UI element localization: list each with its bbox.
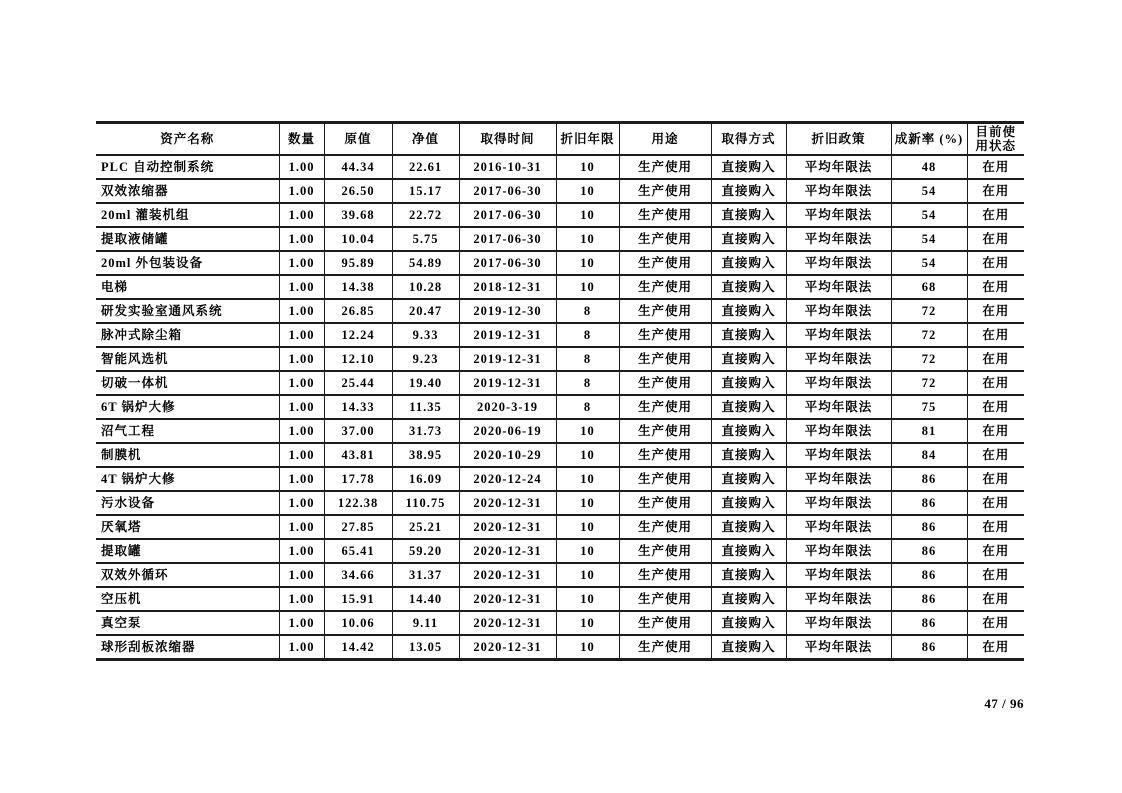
cell: 2020-12-24	[459, 467, 556, 491]
cell: 生产使用	[619, 635, 711, 660]
cell: 10	[556, 155, 619, 179]
cell: 平均年限法	[786, 323, 891, 347]
cell: 1.00	[279, 491, 324, 515]
cell: 2020-12-31	[459, 491, 556, 515]
table-row	[96, 587, 1024, 611]
cell: 双效外循环	[96, 563, 279, 587]
cell: 44.34	[324, 155, 392, 179]
cell: 平均年限法	[786, 443, 891, 467]
cell: 平均年限法	[786, 467, 891, 491]
cell: 10	[556, 539, 619, 563]
table-row	[96, 467, 1024, 491]
cell: 生产使用	[619, 203, 711, 227]
cell: 直接购入	[711, 443, 786, 467]
cell: 1.00	[279, 251, 324, 275]
table-row	[96, 419, 1024, 443]
cell: 10	[556, 179, 619, 203]
cell: 在用	[967, 347, 1024, 371]
cell: 直接购入	[711, 467, 786, 491]
cell: 直接购入	[711, 587, 786, 611]
cell: 86	[891, 467, 967, 491]
col-current-status: 目前使用状态	[967, 123, 1024, 156]
cell: 生产使用	[619, 155, 711, 179]
col-depreciation-years: 折旧年限	[556, 123, 619, 156]
cell: 10	[556, 419, 619, 443]
cell: 15.17	[392, 179, 459, 203]
cell: 直接购入	[711, 491, 786, 515]
cell: 生产使用	[619, 371, 711, 395]
cell: 平均年限法	[786, 347, 891, 371]
cell: 直接购入	[711, 539, 786, 563]
cell: 2017-06-30	[459, 203, 556, 227]
cell: 38.95	[392, 443, 459, 467]
cell: 在用	[967, 419, 1024, 443]
table-row	[96, 371, 1024, 395]
cell: 10.28	[392, 275, 459, 299]
cell: 在用	[967, 275, 1024, 299]
cell: 1.00	[279, 371, 324, 395]
cell: 10	[556, 611, 619, 635]
cell: 在用	[967, 251, 1024, 275]
cell: 54	[891, 227, 967, 251]
cell: 86	[891, 539, 967, 563]
cell: 86	[891, 635, 967, 660]
cell: 2020-12-31	[459, 563, 556, 587]
table-row	[96, 179, 1024, 203]
table-row	[96, 611, 1024, 635]
cell: 智能风选机	[96, 347, 279, 371]
cell: 直接购入	[711, 323, 786, 347]
table-row	[96, 515, 1024, 539]
cell: 生产使用	[619, 323, 711, 347]
cell: 在用	[967, 203, 1024, 227]
cell: 31.37	[392, 563, 459, 587]
cell: 27.85	[324, 515, 392, 539]
cell: 26.50	[324, 179, 392, 203]
cell: 72	[891, 347, 967, 371]
col-net-value: 净值	[392, 123, 459, 156]
cell: 2020-12-31	[459, 539, 556, 563]
col-asset-name: 资产名称	[96, 123, 279, 156]
col-usage: 用途	[619, 123, 711, 156]
cell: 2019-12-30	[459, 299, 556, 323]
cell: 31.73	[392, 419, 459, 443]
cell: 平均年限法	[786, 635, 891, 660]
cell: 1.00	[279, 227, 324, 251]
cell: 平均年限法	[786, 179, 891, 203]
cell: 平均年限法	[786, 539, 891, 563]
cell: 86	[891, 515, 967, 539]
table-row	[96, 299, 1024, 323]
cell: 86	[891, 587, 967, 611]
cell: 球形刮板浓缩器	[96, 635, 279, 660]
cell: 在用	[967, 539, 1024, 563]
table-row	[96, 491, 1024, 515]
cell: 1.00	[279, 179, 324, 203]
cell: 生产使用	[619, 587, 711, 611]
cell: 10	[556, 467, 619, 491]
cell: 2020-3-19	[459, 395, 556, 419]
table-row	[96, 251, 1024, 275]
cell: 在用	[967, 467, 1024, 491]
cell: 10	[556, 635, 619, 660]
cell: 25.21	[392, 515, 459, 539]
table-row	[96, 227, 1024, 251]
cell: 59.20	[392, 539, 459, 563]
cell: 在用	[967, 635, 1024, 660]
cell: 2020-10-29	[459, 443, 556, 467]
cell: 直接购入	[711, 395, 786, 419]
cell: 脉冲式除尘箱	[96, 323, 279, 347]
cell: 2016-10-31	[459, 155, 556, 179]
cell: 10	[556, 251, 619, 275]
cell: 生产使用	[619, 299, 711, 323]
cell: 2019-12-31	[459, 371, 556, 395]
cell: 1.00	[279, 539, 324, 563]
cell: 8	[556, 323, 619, 347]
cell: 8	[556, 299, 619, 323]
cell: 电梯	[96, 275, 279, 299]
table-row	[96, 635, 1024, 660]
cell: 2019-12-31	[459, 323, 556, 347]
cell: 43.81	[324, 443, 392, 467]
cell: 在用	[967, 515, 1024, 539]
cell: 10	[556, 443, 619, 467]
cell: 1.00	[279, 347, 324, 371]
cell: 1.00	[279, 203, 324, 227]
cell: 提取液储罐	[96, 227, 279, 251]
cell: 110.75	[392, 491, 459, 515]
table-row	[96, 275, 1024, 299]
cell: 生产使用	[619, 419, 711, 443]
cell: 8	[556, 371, 619, 395]
cell: 平均年限法	[786, 491, 891, 515]
cell: 10	[556, 203, 619, 227]
cell: 20ml 外包装设备	[96, 251, 279, 275]
cell: 22.72	[392, 203, 459, 227]
cell: 2017-06-30	[459, 251, 556, 275]
table-row	[96, 395, 1024, 419]
cell: 14.40	[392, 587, 459, 611]
cell: 86	[891, 611, 967, 635]
cell: 2020-12-31	[459, 515, 556, 539]
col-acquire-method: 取得方式	[711, 123, 786, 156]
cell: 1.00	[279, 467, 324, 491]
cell: 26.85	[324, 299, 392, 323]
cell: 12.10	[324, 347, 392, 371]
cell: 1.00	[279, 611, 324, 635]
cell: 直接购入	[711, 155, 786, 179]
cell: 75	[891, 395, 967, 419]
cell: 13.05	[392, 635, 459, 660]
cell: 1.00	[279, 443, 324, 467]
cell: 20ml 灌装机组	[96, 203, 279, 227]
cell: 9.23	[392, 347, 459, 371]
table-row	[96, 155, 1024, 179]
cell: 1.00	[279, 563, 324, 587]
cell: 1.00	[279, 323, 324, 347]
cell: 制膜机	[96, 443, 279, 467]
cell: 平均年限法	[786, 611, 891, 635]
cell: 在用	[967, 443, 1024, 467]
cell: 生产使用	[619, 227, 711, 251]
cell: 平均年限法	[786, 275, 891, 299]
table-row	[96, 323, 1024, 347]
cell: 34.66	[324, 563, 392, 587]
cell: 14.42	[324, 635, 392, 660]
cell: 8	[556, 347, 619, 371]
cell: 直接购入	[711, 275, 786, 299]
cell: 直接购入	[711, 251, 786, 275]
cell: 在用	[967, 395, 1024, 419]
cell: 95.89	[324, 251, 392, 275]
cell: 直接购入	[711, 611, 786, 635]
cell: 在用	[967, 227, 1024, 251]
cell: 1.00	[279, 275, 324, 299]
asset-table	[96, 121, 1024, 661]
cell: 37.00	[324, 419, 392, 443]
cell: 10.04	[324, 227, 392, 251]
cell: 生产使用	[619, 395, 711, 419]
cell: 生产使用	[619, 491, 711, 515]
table-row	[96, 443, 1024, 467]
cell: 12.24	[324, 323, 392, 347]
cell: 生产使用	[619, 467, 711, 491]
cell: 48	[891, 155, 967, 179]
cell: 1.00	[279, 395, 324, 419]
cell: 68	[891, 275, 967, 299]
page-number: 47 / 96	[984, 696, 1024, 711]
cell: 72	[891, 299, 967, 323]
cell: 在用	[967, 179, 1024, 203]
cell: 2017-06-30	[459, 179, 556, 203]
cell: 2020-12-31	[459, 611, 556, 635]
cell: 10	[556, 491, 619, 515]
cell: 平均年限法	[786, 227, 891, 251]
cell: 直接购入	[711, 203, 786, 227]
cell: 平均年限法	[786, 203, 891, 227]
cell: 平均年限法	[786, 395, 891, 419]
cell: 双效浓缩器	[96, 179, 279, 203]
cell: 在用	[967, 155, 1024, 179]
cell: 122.38	[324, 491, 392, 515]
cell: 16.09	[392, 467, 459, 491]
cell: 平均年限法	[786, 251, 891, 275]
cell: 直接购入	[711, 347, 786, 371]
col-newness-rate: 成新率 (%)	[891, 123, 967, 156]
cell: 10	[556, 227, 619, 251]
cell: 10.06	[324, 611, 392, 635]
cell: 1.00	[279, 419, 324, 443]
cell: 6T 锅炉大修	[96, 395, 279, 419]
cell: 生产使用	[619, 443, 711, 467]
cell: 4T 锅炉大修	[96, 467, 279, 491]
cell: 81	[891, 419, 967, 443]
cell: PLC 自动控制系统	[96, 155, 279, 179]
cell: 84	[891, 443, 967, 467]
cell: 切破一体机	[96, 371, 279, 395]
cell: 直接购入	[711, 419, 786, 443]
cell: 1.00	[279, 635, 324, 660]
cell: 2019-12-31	[459, 347, 556, 371]
cell: 10	[556, 515, 619, 539]
table-row	[96, 539, 1024, 563]
cell: 生产使用	[619, 179, 711, 203]
cell: 5.75	[392, 227, 459, 251]
cell: 65.41	[324, 539, 392, 563]
cell: 污水设备	[96, 491, 279, 515]
cell: 2020-12-31	[459, 587, 556, 611]
cell: 平均年限法	[786, 515, 891, 539]
cell: 直接购入	[711, 227, 786, 251]
cell: 1.00	[279, 155, 324, 179]
cell: 平均年限法	[786, 299, 891, 323]
cell: 生产使用	[619, 563, 711, 587]
cell: 直接购入	[711, 635, 786, 660]
cell: 平均年限法	[786, 587, 891, 611]
cell: 2020-12-31	[459, 635, 556, 660]
cell: 54.89	[392, 251, 459, 275]
table-row	[96, 203, 1024, 227]
cell: 1.00	[279, 299, 324, 323]
cell: 直接购入	[711, 371, 786, 395]
cell: 8	[556, 395, 619, 419]
cell: 54	[891, 179, 967, 203]
cell: 17.78	[324, 467, 392, 491]
cell: 10	[556, 587, 619, 611]
cell: 研发实验室通风系统	[96, 299, 279, 323]
table-row	[96, 563, 1024, 587]
cell: 生产使用	[619, 347, 711, 371]
cell: 平均年限法	[786, 371, 891, 395]
cell: 20.47	[392, 299, 459, 323]
cell: 在用	[967, 563, 1024, 587]
cell: 平均年限法	[786, 563, 891, 587]
cell: 2017-06-30	[459, 227, 556, 251]
cell: 在用	[967, 587, 1024, 611]
cell: 在用	[967, 371, 1024, 395]
cell: 平均年限法	[786, 419, 891, 443]
cell: 直接购入	[711, 563, 786, 587]
cell: 2020-06-19	[459, 419, 556, 443]
cell: 10	[556, 275, 619, 299]
cell: 在用	[967, 323, 1024, 347]
cell: 54	[891, 203, 967, 227]
cell: 生产使用	[619, 275, 711, 299]
cell: 72	[891, 371, 967, 395]
cell: 提取罐	[96, 539, 279, 563]
cell: 生产使用	[619, 539, 711, 563]
cell: 14.33	[324, 395, 392, 419]
table-header-row	[96, 123, 1024, 156]
cell: 9.11	[392, 611, 459, 635]
cell: 10	[556, 563, 619, 587]
cell: 19.40	[392, 371, 459, 395]
cell: 真空泵	[96, 611, 279, 635]
cell: 直接购入	[711, 515, 786, 539]
cell: 生产使用	[619, 251, 711, 275]
cell: 在用	[967, 299, 1024, 323]
cell: 25.44	[324, 371, 392, 395]
cell: 15.91	[324, 587, 392, 611]
cell: 在用	[967, 611, 1024, 635]
cell: 22.61	[392, 155, 459, 179]
cell: 1.00	[279, 515, 324, 539]
cell: 生产使用	[619, 515, 711, 539]
cell: 11.35	[392, 395, 459, 419]
cell: 生产使用	[619, 611, 711, 635]
cell: 39.68	[324, 203, 392, 227]
cell: 86	[891, 563, 967, 587]
table-row	[96, 347, 1024, 371]
cell: 在用	[967, 491, 1024, 515]
cell: 14.38	[324, 275, 392, 299]
cell: 54	[891, 251, 967, 275]
col-acquire-date: 取得时间	[459, 123, 556, 156]
cell: 1.00	[279, 587, 324, 611]
cell: 平均年限法	[786, 155, 891, 179]
col-original-value: 原值	[324, 123, 392, 156]
cell: 2018-12-31	[459, 275, 556, 299]
col-depreciation-policy: 折旧政策	[786, 123, 891, 156]
asset-table-body	[96, 155, 1024, 660]
cell: 直接购入	[711, 179, 786, 203]
cell: 直接购入	[711, 299, 786, 323]
col-quantity: 数量	[279, 123, 324, 156]
cell: 沼气工程	[96, 419, 279, 443]
cell: 空压机	[96, 587, 279, 611]
asset-table-header	[96, 123, 1024, 156]
cell: 厌氧塔	[96, 515, 279, 539]
cell: 86	[891, 491, 967, 515]
cell: 9.33	[392, 323, 459, 347]
cell: 72	[891, 323, 967, 347]
